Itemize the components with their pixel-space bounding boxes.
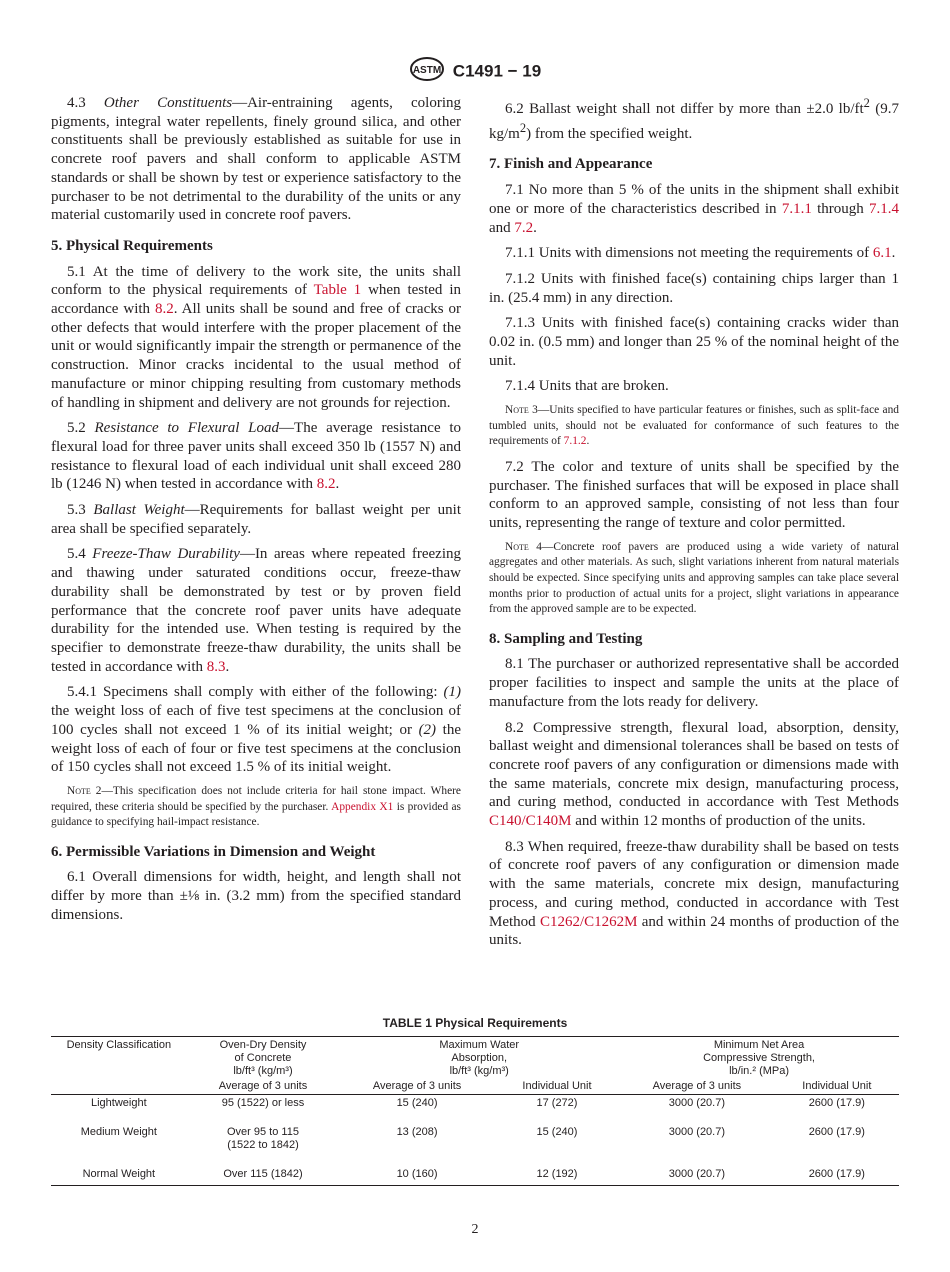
subheader-empty <box>51 1078 187 1095</box>
subheader-comp-ind: Individual Unit <box>775 1078 899 1095</box>
cell-comp-avg: 3000 (20.7) <box>668 1168 726 1180</box>
paragraph-4-3: 4.3 Other Constituents—Air-entraining agents, coloring pigments, integral water repellents, finely ground silica, and other constituents shall be previously established as suitable for use in concrete roof pavers and shall conform to applicable ASTM standards or shall be shown by test or experience satisfactory to the purchaser to be not detrimental to the durability of the units or any material customarily used in concrete roof pavers. <box>51 95 461 224</box>
link-8-2[interactable]: 8.2 <box>155 301 174 318</box>
table-row <box>51 1095 899 1125</box>
note-2: Note 2—This specification does not include criteria for hail stone impact. Where required, these criteria should be specified by the purchaser. Appendix X1 is provided as guidance to specifying hail-impact resistance. <box>51 784 461 829</box>
section-8-heading: 8. Sampling and Testing <box>489 630 643 647</box>
paragraph-5-2: 5.2 Resistance to Flexural Load—The average resistance to flexural load for three paver units shall exceed 350 lb (1557 N) and resistance to flexural load of each individual unit shall exceed 280 lb (1246 N) when tested in accordance with 8.2. <box>51 420 462 493</box>
page-number: 2 <box>471 1222 479 1237</box>
subheader-abs-avg: Average of 3 units <box>339 1078 495 1095</box>
cell-comp-avg: 3000 (20.7) <box>668 1097 726 1109</box>
document-code: C1491 − 19 <box>452 61 542 81</box>
cell-class: Lightweight <box>91 1097 147 1109</box>
page-header <box>0 56 950 87</box>
cell-comp-ind: 2600 (17.9) <box>808 1168 865 1180</box>
link-7-1-1[interactable]: 7.1.1 <box>781 200 812 217</box>
paragraph-8-2: 8.2 Compressive strength, flexural load, absorption, density, ballast weight and dimensional tolerances shall be based on tests of concrete roof pavers of any configuration or dimensions made with the same materials, concrete mix design, manufacturing process, and curing method, conducted in accordance with Test Methods C140/C140M and within 12 months of production of the units. <box>489 719 899 830</box>
paragraph-6-2: 6.2 Ballast weight shall not differ by more than ±2.0 $lb/ft^2$ (9.7 $kg/m^2$) from the specified weight. <box>489 96 899 142</box>
paragraph-5-3: 5.3 Ballast Weight—Requirements for ballast weight per unit area shall be specified separately. <box>51 502 461 537</box>
link-8-2[interactable]: 8.2 <box>316 476 336 493</box>
link-c1262[interactable]: C1262/C1262M <box>539 913 638 930</box>
paragraph-7-1-1: 7.1.1 Units with dimensions not meeting the requirements of 6.1. <box>505 245 896 262</box>
link-c140[interactable]: C140/C140M <box>489 813 572 830</box>
col-header-oven-dry: Oven-Dry Density of Concrete lb/ft³ (kg/m³) <box>219 1039 307 1077</box>
cell-density: 95 (1522) or less <box>221 1097 305 1109</box>
physical-requirements-table <box>51 1036 899 1186</box>
paragraph-7-2: 7.2 The color and texture of units shall be specified by the purchaser. The finished surfaces that will be exposed in place shall conform to an approved sample, consisting of not less than four units, representing the range of texture and color permitted. <box>489 458 899 532</box>
table-title: TABLE 1 Physical Requirements <box>382 1016 568 1030</box>
col-header-water-absorption: Maximum Water Absorption, lb/ft³ (kg/m³) <box>439 1039 520 1077</box>
cell-abs-ind: 15 (240) <box>536 1126 578 1138</box>
paragraph-5-4: 5.4 Freeze-Thaw Durability—In areas where repeated freezing and thawing under saturated conditions occur, freeze-thaw durability shall be demonstrated by test or by proven field performance that the concrete roof paver units have adequate durability for the intended use. When testing is required by the specifier to demonstrate freeze-thaw durability, the units shall be tested in accordance with 8.3. <box>51 546 461 675</box>
paragraph-7-1-4: 7.1.4 Units that are broken. <box>505 378 669 395</box>
link-8-3[interactable]: 8.3 <box>206 658 226 675</box>
link-appendix-x1[interactable]: Appendix X1 <box>331 800 394 813</box>
paragraph-5-4-1: 5.4.1 Specimens shall comply with either of the following: (1) the weight loss of each of five test specimens at the conclusion of 100 cycles shall not exceed 1 % of its initial weight; or (2) the weight loss of each of four or five test specimens at the conclusion of 150 cycles shall not exceed 1.5 % of its initial weight. <box>51 684 461 776</box>
subheader-comp-avg: Average of 3 units <box>619 1078 775 1095</box>
link-6-1[interactable]: 6.1 <box>872 245 892 262</box>
paragraph-6-1: 6.1 Overall dimensions for width, height, and length shall not differ by more than ±⅛ in. (3.2 mm) from the specified standard dimensions. <box>51 869 461 923</box>
svg-text:ASTM: ASTM <box>412 65 441 76</box>
cell-density: Over 95 to 115 (1522 to 1842) <box>227 1126 299 1151</box>
note-3: Note 3—Units specified to have particular features or finishes, such as split-face and tumbled units, should not be evaluated for conformance of such features to the requirements of 7.1.2. <box>489 404 899 448</box>
cell-abs-ind: 17 (272) <box>536 1097 578 1109</box>
paragraph-7-1-3: 7.1.3 Units with finished face(s) containing cracks wider than 0.02 in. (0.5 mm) and longer than 25 % of the nominal height of the unit. <box>489 315 899 369</box>
paragraph-7-1-2: 7.1.2 Units with finished face(s) containing chips larger than 1 in. (25.4 mm) in any direction. <box>489 270 899 306</box>
table-1 <box>51 1016 899 1186</box>
note-4: Note 4—Concrete roof pavers are produced using a wide variety of natural aggregates and other materials. As such, slight variations inherent from natural materials should be expected. Since specifying units and approving samples can take place several months prior to production of actual units for a project, slight variations in appearance from the approved sample are to be expected. <box>489 540 899 616</box>
table-row <box>51 1166 899 1186</box>
cell-class: Normal Weight <box>82 1168 156 1180</box>
section-5-heading: 5. Physical Requirements <box>51 237 213 254</box>
subheader-abs-ind: Individual Unit <box>495 1078 619 1095</box>
section-7-heading: 7. Finish and Appearance <box>489 156 653 173</box>
link-7-1-4[interactable]: 7.1.4 <box>869 200 899 217</box>
cell-abs-ind: 12 (192) <box>536 1168 578 1180</box>
col-header-density-class: Density Classification <box>66 1039 172 1051</box>
astm-logo-icon <box>409 56 445 87</box>
paragraph-7-1: 7.1 No more than 5 % of the units in the shipment shall exhibit one or more of the characteristics described in 7.1.1 through 7.1.4 and 7.2. <box>489 182 899 236</box>
col-header-compressive: Minimum Net Area Compressive Strength, lb/in.² (MPa) <box>703 1039 815 1077</box>
table-row <box>51 1124 899 1166</box>
subheader-oven-avg: Average of 3 units <box>187 1078 340 1095</box>
cell-comp-ind: 2600 (17.9) <box>808 1097 865 1109</box>
cell-abs-avg: 15 (240) <box>396 1097 438 1109</box>
cell-class: Medium Weight <box>80 1126 157 1138</box>
paragraph-8-1: 8.1 The purchaser or authorized representative shall be accorded proper facilities to inspect and sample the units at the place of manufacture from the lots ready for delivery. <box>489 656 899 710</box>
paragraph-8-3: 8.3 When required, freeze-thaw durability shall be based on tests of concrete roof pavers of any configuration or dimension made with the same materials, concrete mix design, manufacturing process, and curing method, conducted in accordance with Test Method C1262/C1262M and within 24 months of production of the units. <box>489 838 900 949</box>
cell-comp-ind: 2600 (17.9) <box>808 1126 865 1138</box>
section-6-heading: 6. Permissible Variations in Dimension and Weight <box>51 843 376 860</box>
left-column <box>51 94 461 932</box>
link-7-2[interactable]: 7.2 <box>514 219 534 236</box>
cell-comp-avg: 3000 (20.7) <box>668 1126 726 1138</box>
paragraph-5-1: 5.1 At the time of delivery to the work site, the units shall conform to the physical requirements of Table 1 when tested in accordance with 8.2. All units shall be sound and free of cracks or other defects that would interfere with the proper placement of the unit or would significantly impair the strength or permanence of the construction. Minor cracks incidental to the usual method of manufacture or minor chipping resulting from customary methods of handling in shipment and delivery are not grounds for rejection. <box>51 263 461 411</box>
link-7-1-2[interactable]: 7.1.2 <box>563 435 587 448</box>
cell-density: Over 115 (1842) <box>223 1168 303 1180</box>
cell-abs-avg: 13 (208) <box>396 1126 438 1138</box>
cell-abs-avg: 10 (160) <box>396 1168 438 1180</box>
link-table-1[interactable]: Table 1 <box>313 282 362 299</box>
right-column <box>489 94 899 957</box>
